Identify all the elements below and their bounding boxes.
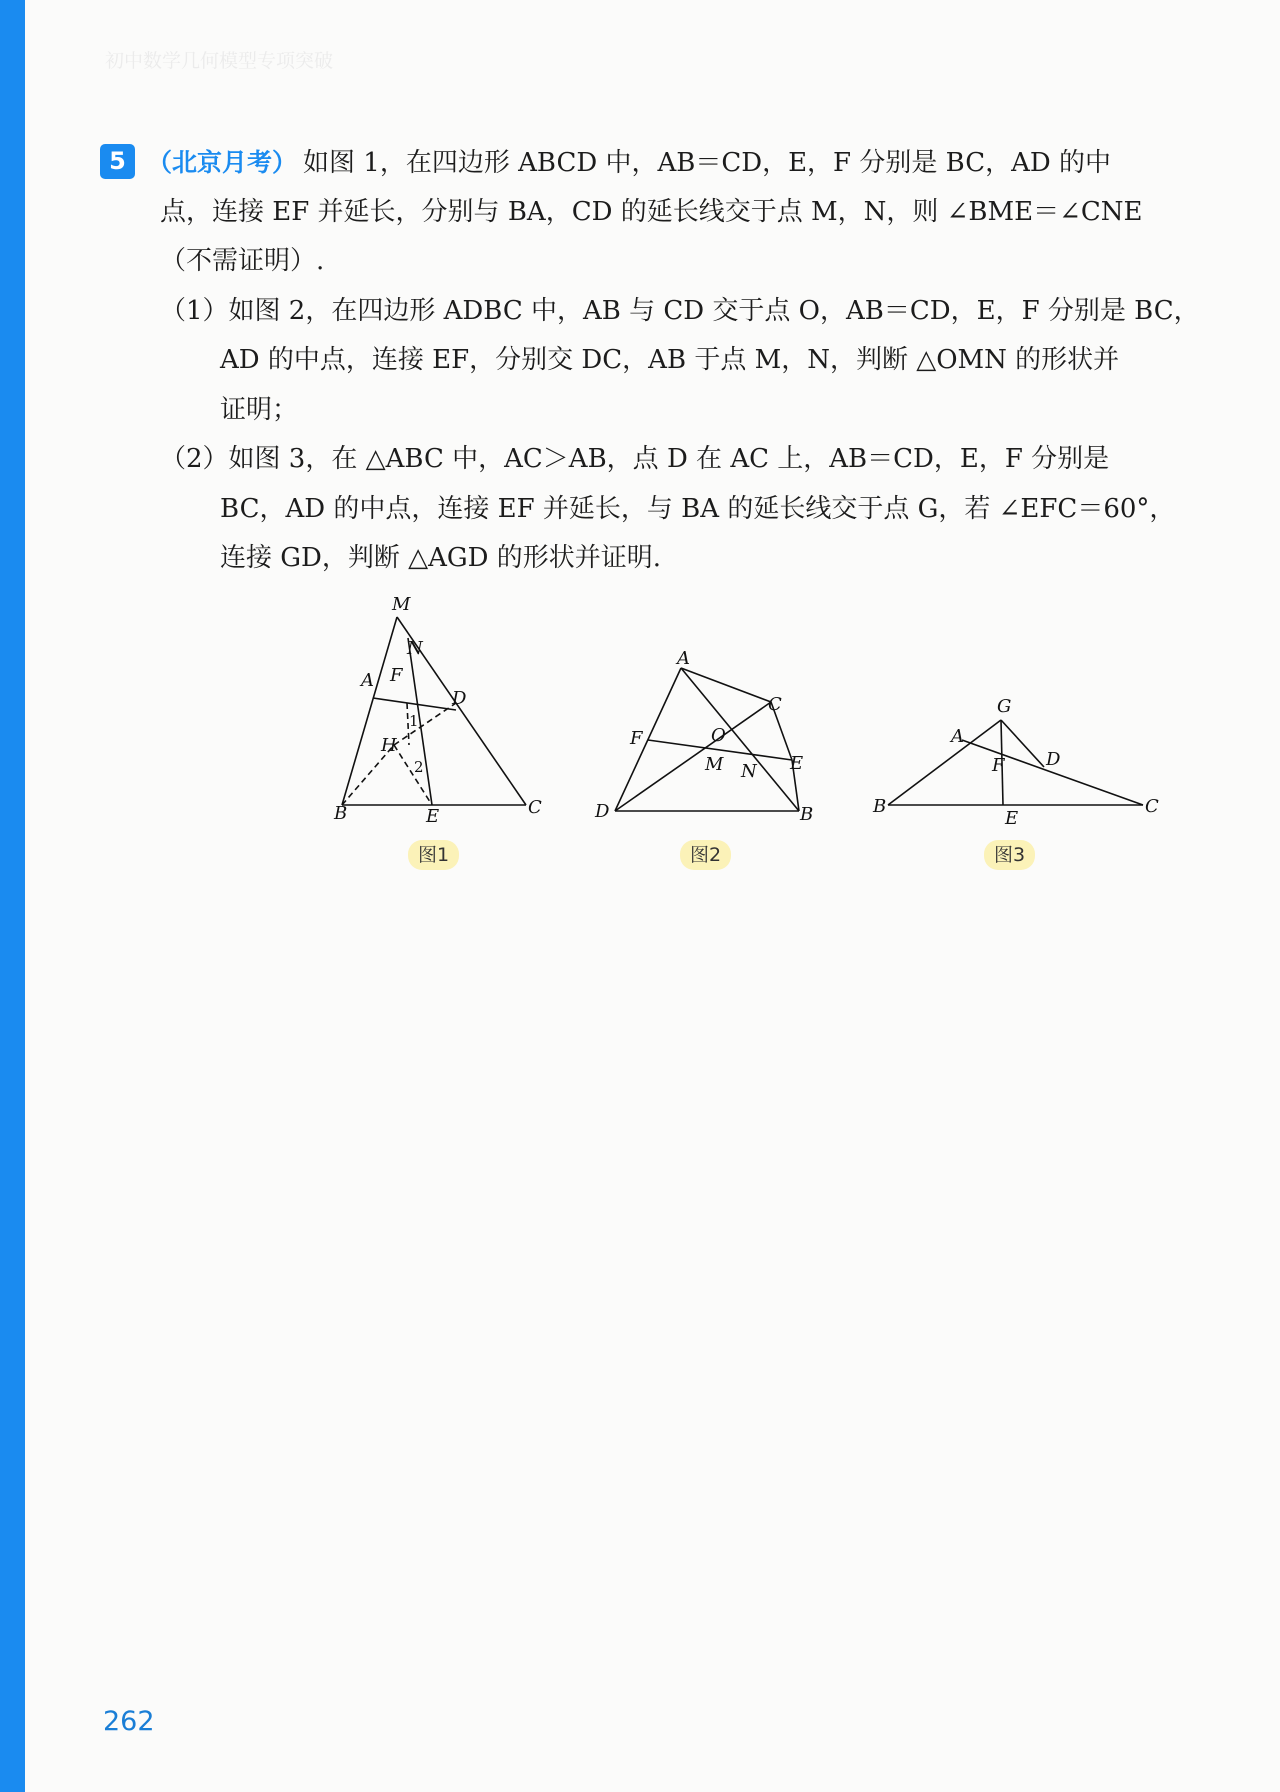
- figure-2-caption: 图2: [680, 840, 731, 870]
- fig1-label-angle2: 2: [414, 758, 424, 776]
- figure-1-diagram: [342, 617, 526, 805]
- fig2-label-A: A: [677, 648, 690, 669]
- fig2-label-C: C: [768, 694, 782, 715]
- figure-3-diagram: [888, 720, 1143, 805]
- subquestion-2-line-1: （2）如图 3，在 △ABC 中，AC＞AB，点 D 在 AC 上，AB＝CD，E，F 分别是: [160, 444, 1110, 474]
- figure-3-caption: 图3: [984, 840, 1035, 870]
- fig2-label-F: F: [630, 728, 643, 749]
- fig1-label-M: M: [392, 594, 411, 615]
- fig1-label-H: H: [381, 735, 397, 756]
- fig3-label-B: B: [873, 796, 887, 817]
- running-head: 初中数学几何模型专项突破: [105, 50, 334, 72]
- fig2-label-E: E: [790, 753, 804, 774]
- page-number: 262: [103, 1706, 155, 1737]
- fig1-label-N: N: [407, 638, 423, 659]
- problem-text: 如图 1，在四边形 ABCD 中，AB＝CD，E，F 分别是 BC，AD 的中: [303, 148, 1111, 178]
- fig2-label-B: B: [800, 804, 814, 825]
- subquestion-1-line-3: 证明；: [220, 394, 299, 425]
- fig1-label-C: C: [528, 797, 542, 818]
- problem-line-2: 点，连接 EF 并延长，分别与 BA，CD 的延长线交于点 M，N，则 ∠BME＝∠CNE: [160, 196, 1143, 227]
- fig3-label-G: G: [997, 696, 1012, 717]
- figure-2-diagram: [615, 668, 799, 811]
- problem-source: （北京月考）: [147, 148, 298, 177]
- fig1-label-D: D: [452, 688, 467, 709]
- figure-1-caption: 图1: [408, 840, 459, 870]
- fig1-label-A: A: [361, 670, 374, 691]
- fig3-label-A: A: [951, 726, 964, 747]
- subquestion-2-line-3: 连接 GD，判断 △AGD 的形状并证明.: [220, 543, 662, 573]
- subquestion-2-line-2: BC，AD 的中点，连接 EF 并延长，与 BA 的延长线交于点 G，若 ∠EFC＝60°，: [220, 493, 1176, 524]
- fig2-label-N: N: [741, 761, 757, 782]
- fig3-label-D: D: [1046, 749, 1061, 770]
- fig2-label-O: O: [711, 725, 726, 746]
- fig3-label-E: E: [1005, 808, 1019, 829]
- fig1-label-B: B: [334, 803, 348, 824]
- subquestion-1-line-1: （1）如图 2，在四边形 ADBC 中，AB 与 CD 交于点 O，AB＝CD，E，F 分别是 BC，: [160, 295, 1200, 326]
- fig3-label-C: C: [1145, 796, 1159, 817]
- fig2-label-M: M: [705, 754, 724, 775]
- fig3-label-F: F: [992, 755, 1005, 776]
- fig2-label-D: D: [595, 801, 610, 822]
- subquestion-1-line-2: AD 的中点，连接 EF，分别交 DC，AB 于点 M，N，判断 △OMN 的形状并: [220, 345, 1120, 375]
- fig1-label-E: E: [426, 806, 440, 827]
- fig1-label-F: F: [390, 665, 403, 686]
- problem-line-3: （不需证明）.: [160, 246, 325, 276]
- problem-number-badge: 5: [100, 144, 135, 179]
- fig1-label-angle1: 1: [409, 712, 419, 730]
